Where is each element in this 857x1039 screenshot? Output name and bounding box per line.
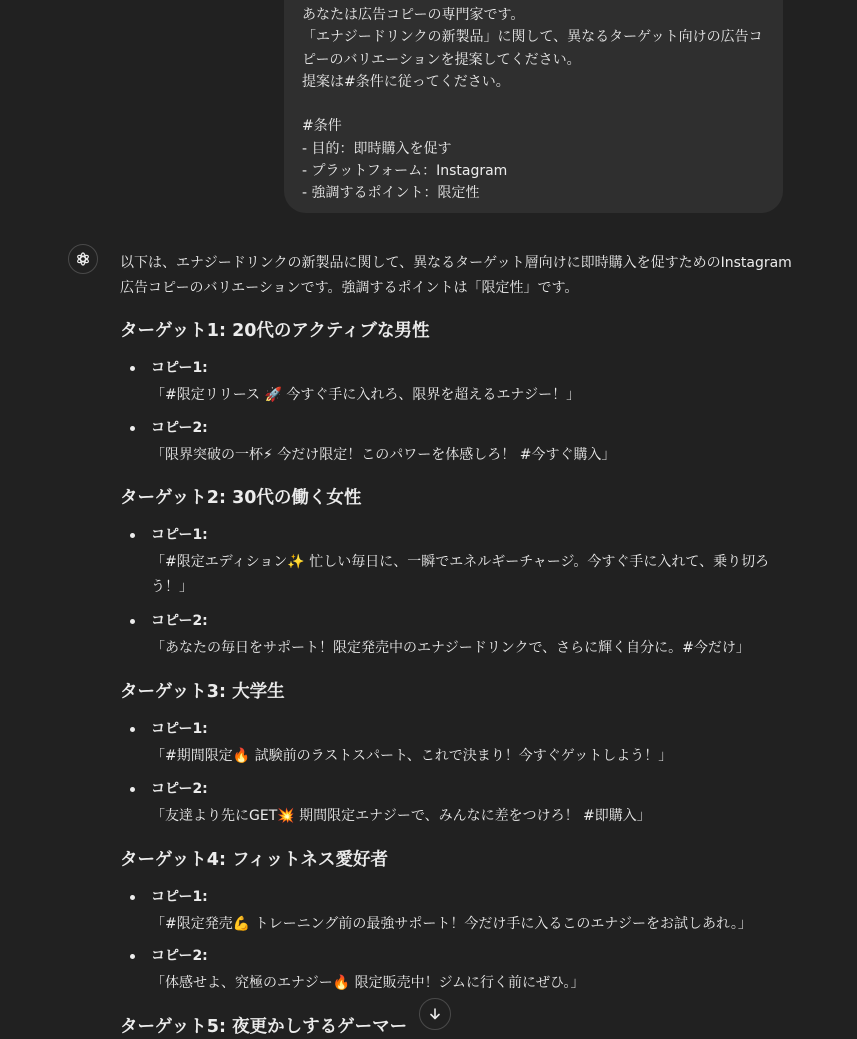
- bullet-dot: [130, 426, 135, 431]
- openai-logo-icon: [74, 250, 92, 268]
- copy-text: 「体感せよ、究極のエナジー🔥 限定販売中！ジムに行く前にぜひ。」: [151, 975, 585, 991]
- target-heading: ターゲット1: 20代のアクティブな男性: [120, 321, 430, 341]
- copy-text: 「#限定発売💪 トレーニング前の最強サポート！今だけ手に入るこのエナジーをお試しあれ。」: [151, 916, 752, 932]
- user-message-bubble: あなたは広告コピーの専門家です。 「エナジードリンクの新製品」に関して、異なるターゲット向けの広告コピーのバリエーションを提案してください。 提案は#条件に従ってください。 #条件 - 目的：即時購入を促す - プラットフォーム：Instagram - 強調するポイント：限定性: [284, 0, 783, 213]
- copy-text: 「#限定リリース 🚀 今すぐ手に入れろ、限界を超えるエナジー！」: [151, 387, 581, 403]
- copy-label: コピー1:: [151, 721, 208, 737]
- copy-label: コピー1:: [151, 527, 208, 543]
- target-heading: ターゲット5: 夜更かしするゲーマー: [120, 1017, 408, 1037]
- target-heading: ターゲット4: フィットネス愛好者: [120, 850, 388, 870]
- bullet-dot: [130, 533, 135, 538]
- copy-text: 「あなたの毎日をサポート！限定発売中のエナジードリンクで、さらに輝く自分に。#今だけ」: [151, 640, 750, 656]
- copy-text: 「#限定エディション✨ 忙しい毎日に、一瞬でエネルギーチャージ。今すぐ手に入れて、乗り切ろう！」: [151, 554, 770, 595]
- copy-label: コピー2:: [151, 781, 208, 797]
- copy-label: コピー2:: [151, 420, 208, 436]
- arrow-down-icon: [428, 1007, 442, 1021]
- assistant-avatar: [68, 244, 98, 274]
- scroll-to-bottom-button[interactable]: [419, 998, 451, 1030]
- copy-text: 「限界突破の一杯⚡ 今だけ限定！このパワーを体感しろ！ #今すぐ購入」: [151, 447, 616, 463]
- assistant-intro: 以下は、エナジードリンクの新製品に関して、異なるターゲット層向けに即時購入を促すためのInstagram広告コピーのバリエーションです。強調するポイントは「限定性」です。: [120, 255, 792, 296]
- copy-label: コピー2:: [151, 948, 208, 964]
- copy-text: 「#期間限定🔥 試験前のラストスパート、これで決まり！今すぐゲットしよう！」: [151, 748, 673, 764]
- assistant-message: [120, 251, 800, 1037]
- copy-label: コピー1:: [151, 889, 208, 905]
- copy-label: コピー2:: [151, 613, 208, 629]
- bullet-dot: [130, 727, 135, 732]
- bullet-dot: [130, 619, 135, 624]
- bullet-dot: [130, 366, 135, 371]
- copy-label: コピー1:: [151, 360, 208, 376]
- bullet-dot: [130, 954, 135, 959]
- copy-text: 「友達より先にGET💥 期間限定エナジーで、みんなに差をつけろ！ #即購入」: [151, 808, 651, 824]
- target-heading: ターゲット3: 大学生: [120, 682, 285, 702]
- bullet-dot: [130, 895, 135, 900]
- target-heading: ターゲット2: 30代の働く女性: [120, 488, 362, 508]
- bullet-dot: [130, 787, 135, 792]
